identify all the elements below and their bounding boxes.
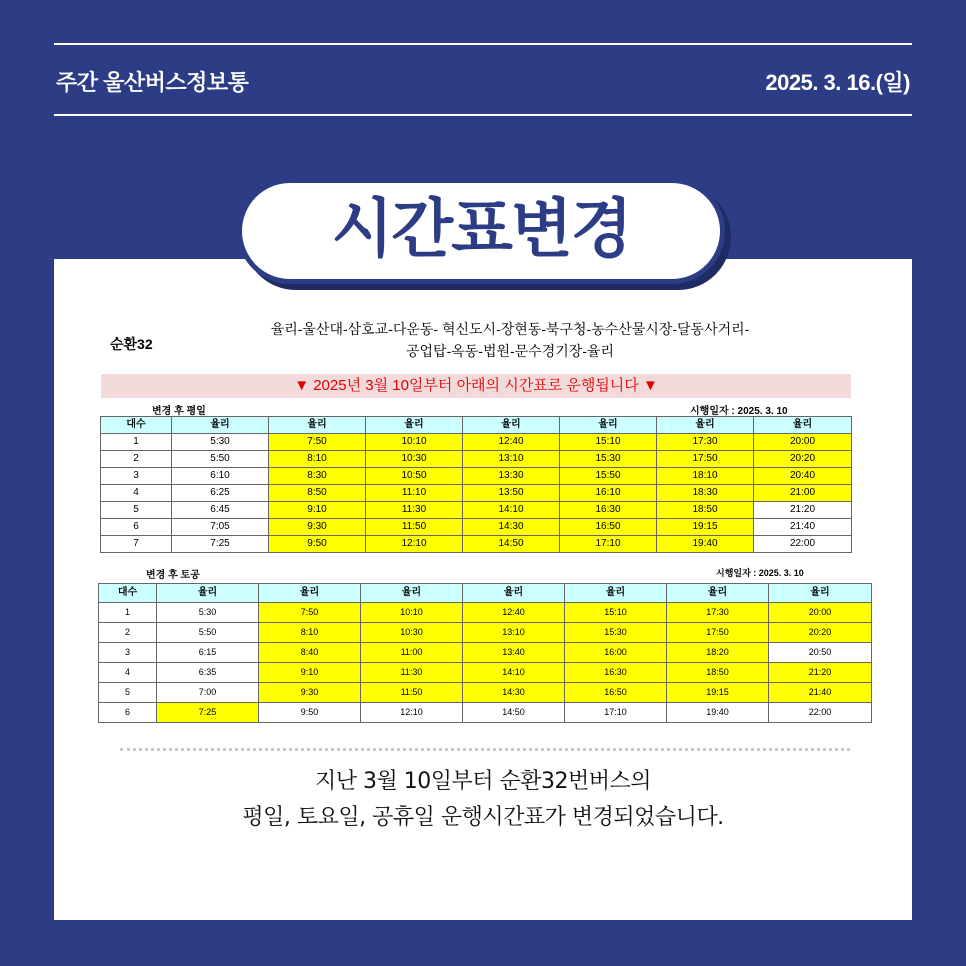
departure-time-cell: 7:25 [172,536,269,553]
departure-time-cell: 17:30 [657,434,754,451]
departure-time-cell: 6:45 [172,502,269,519]
bus-number-cell: 1 [99,603,157,623]
departure-time-cell: 22:00 [769,703,872,723]
header-bottom-rule [54,114,912,116]
bus-number-cell: 7 [101,536,172,553]
departure-time-cell: 20:20 [769,623,872,643]
departure-time-cell: 10:30 [361,623,463,643]
column-header: 율리 [172,417,269,434]
dotted-divider [120,748,850,751]
departure-time-cell: 20:00 [754,434,852,451]
departure-time-cell: 21:40 [769,683,872,703]
departure-time-cell: 13:10 [463,451,560,468]
column-header: 대수 [99,584,157,603]
column-header: 율리 [463,584,565,603]
weekday-effective-date: 시행일자 : 2025. 3. 10 [690,406,788,417]
table-row [101,536,852,553]
notice-text [54,764,912,836]
departure-time-cell: 13:30 [463,468,560,485]
header-date: 2025. 3. 16.(일) [765,70,910,95]
table-row [99,643,872,663]
departure-time-cell: 19:40 [657,536,754,553]
departure-time-cell: 20:40 [754,468,852,485]
bus-number-cell: 3 [99,643,157,663]
bus-number-cell: 2 [101,451,172,468]
departure-time-cell: 20:20 [754,451,852,468]
departure-time-cell: 13:40 [463,643,565,663]
departure-time-cell: 17:50 [657,451,754,468]
bus-number-cell: 1 [101,434,172,451]
departure-time-cell: 11:30 [361,663,463,683]
departure-time-cell: 9:30 [269,519,366,536]
departure-time-cell: 16:30 [565,663,667,683]
weekday-timetable [100,416,852,553]
column-header: 율리 [157,584,259,603]
departure-time-cell: 21:20 [754,502,852,519]
departure-time-cell: 9:50 [259,703,361,723]
header-brand: 주간 울산버스정보통 [56,70,249,95]
table-header-row [101,417,852,434]
departure-time-cell: 11:50 [361,683,463,703]
departure-time-cell: 19:15 [667,683,769,703]
departure-time-cell: 9:10 [269,502,366,519]
saturday-timetable [98,583,872,723]
bus-number-cell: 5 [101,502,172,519]
departure-time-cell: 6:25 [172,485,269,502]
departure-time-cell: 16:10 [560,485,657,502]
route-name: 순환32 [110,336,153,352]
saturday-effective-date: 시행일자 : 2025. 3. 10 [716,568,804,578]
departure-time-cell: 21:40 [754,519,852,536]
table-row [101,434,852,451]
departure-time-cell: 14:30 [463,683,565,703]
departure-time-cell: 20:50 [769,643,872,663]
departure-time-cell: 9:30 [259,683,361,703]
table-row [101,485,852,502]
departure-time-cell: 14:10 [463,502,560,519]
departure-time-cell: 22:00 [754,536,852,553]
column-header: 율리 [754,417,852,434]
departure-time-cell: 14:30 [463,519,560,536]
bus-number-cell: 4 [99,663,157,683]
title-badge [237,178,725,284]
departure-time-cell: 16:50 [560,519,657,536]
departure-time-cell: 15:10 [565,603,667,623]
departure-time-cell: 15:50 [560,468,657,485]
departure-time-cell: 12:40 [463,434,560,451]
column-header: 율리 [565,584,667,603]
departure-time-cell: 14:50 [463,703,565,723]
bus-number-cell: 3 [101,468,172,485]
departure-time-cell: 16:50 [565,683,667,703]
departure-time-cell: 14:10 [463,663,565,683]
departure-time-cell: 19:15 [657,519,754,536]
departure-time-cell: 10:50 [366,468,463,485]
bus-number-cell: 2 [99,623,157,643]
departure-time-cell: 8:10 [259,623,361,643]
departure-time-cell: 21:20 [769,663,872,683]
departure-time-cell: 16:00 [565,643,667,663]
route-path [180,318,840,362]
bus-number-cell: 6 [101,519,172,536]
bus-number-cell: 6 [99,703,157,723]
departure-time-cell: 7:00 [157,683,259,703]
departure-time-cell: 9:10 [259,663,361,683]
route-path-line-1: 율리-울산대-삼호교-다운동- 혁신도시-장현동-북구청-농수산물시장-달동사거리- [270,321,750,337]
departure-time-cell: 8:40 [259,643,361,663]
departure-time-cell: 6:35 [157,663,259,683]
column-header: 율리 [259,584,361,603]
effective-banner: ▼ 2025년 3월 10일부터 아래의 시간표로 운행됩니다 ▼ [101,374,851,398]
column-header: 대수 [101,417,172,434]
departure-time-cell: 6:10 [172,468,269,485]
departure-time-cell: 10:10 [366,434,463,451]
table-row [99,603,872,623]
departure-time-cell: 12:10 [366,536,463,553]
departure-time-cell: 13:50 [463,485,560,502]
departure-time-cell: 6:15 [157,643,259,663]
departure-time-cell: 10:30 [366,451,463,468]
departure-time-cell: 7:50 [269,434,366,451]
departure-time-cell: 5:30 [172,434,269,451]
table-row [99,703,872,723]
departure-time-cell: 17:30 [667,603,769,623]
departure-time-cell: 17:50 [667,623,769,643]
departure-time-cell: 15:10 [560,434,657,451]
column-header: 율리 [361,584,463,603]
departure-time-cell: 17:10 [560,536,657,553]
table-row [99,663,872,683]
departure-time-cell: 18:50 [667,663,769,683]
departure-time-cell: 21:00 [754,485,852,502]
column-header: 율리 [269,417,366,434]
departure-time-cell: 18:10 [657,468,754,485]
departure-time-cell: 15:30 [560,451,657,468]
departure-time-cell: 11:30 [366,502,463,519]
column-header: 율리 [657,417,754,434]
column-header: 율리 [769,584,872,603]
bus-number-cell: 5 [99,683,157,703]
departure-time-cell: 17:10 [565,703,667,723]
table-row [101,468,852,485]
departure-time-cell: 8:10 [269,451,366,468]
departure-time-cell: 15:30 [565,623,667,643]
route-path-line-2: 공업탑-옥동-법원-문수경기장-율리 [406,343,614,359]
departure-time-cell: 8:50 [269,485,366,502]
notice-line-2: 평일, 토요일, 공휴일 운행시간표가 변경되었습니다. [242,805,724,830]
departure-time-cell: 7:50 [259,603,361,623]
departure-time-cell: 5:50 [157,623,259,643]
table-header-row [99,584,872,603]
departure-time-cell: 9:50 [269,536,366,553]
page-title: 시간표변경 [331,193,631,267]
departure-time-cell: 18:50 [657,502,754,519]
departure-time-cell: 5:30 [157,603,259,623]
saturday-label: 변경 후 토공 [146,570,200,581]
weekday-label: 변경 후 평일 [152,406,206,417]
top-rule [54,43,912,45]
notice-line-1: 지난 3월 10일부터 순환32번버스의 [315,769,651,794]
departure-time-cell: 7:05 [172,519,269,536]
departure-time-cell: 5:50 [172,451,269,468]
departure-time-cell: 12:10 [361,703,463,723]
departure-time-cell: 10:10 [361,603,463,623]
departure-time-cell: 19:40 [667,703,769,723]
departure-time-cell: 18:30 [657,485,754,502]
departure-time-cell: 11:10 [366,485,463,502]
departure-time-cell: 7:25 [157,703,259,723]
table-row [101,519,852,536]
departure-time-cell: 13:10 [463,623,565,643]
bus-number-cell: 4 [101,485,172,502]
table-row [99,683,872,703]
departure-time-cell: 20:00 [769,603,872,623]
departure-time-cell: 11:50 [366,519,463,536]
departure-time-cell: 16:30 [560,502,657,519]
table-row [99,623,872,643]
column-header: 율리 [560,417,657,434]
table-row [101,502,852,519]
departure-time-cell: 18:20 [667,643,769,663]
table-row [101,451,852,468]
departure-time-cell: 8:30 [269,468,366,485]
column-header: 율리 [667,584,769,603]
departure-time-cell: 14:50 [463,536,560,553]
column-header: 율리 [366,417,463,434]
departure-time-cell: 11:00 [361,643,463,663]
column-header: 율리 [463,417,560,434]
departure-time-cell: 12:40 [463,603,565,623]
